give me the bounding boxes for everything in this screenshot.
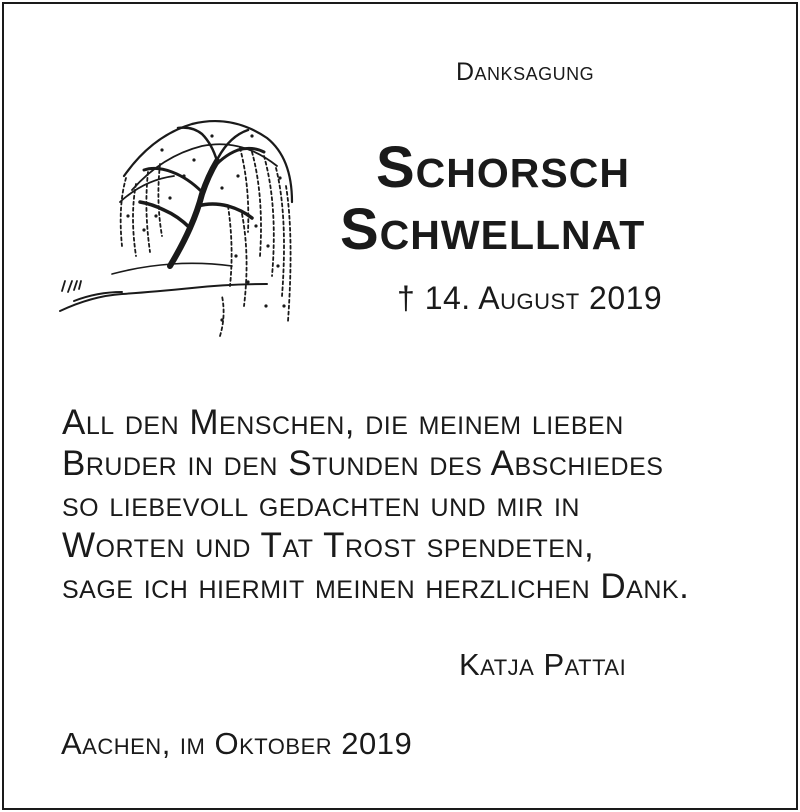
thank-you-message [62, 402, 689, 607]
message-line: sage ich hiermit meinen herzlichen Dank. [62, 567, 690, 606]
message-line: Bruder in den Stunden des Abschiedes [62, 444, 664, 483]
message-line: so liebevoll gedachten und mir in [62, 485, 580, 524]
notice-heading: Danksagung [456, 58, 595, 86]
deceased-first-name: Schorsch [376, 135, 630, 200]
death-date: † 14. August 2019 [397, 280, 663, 316]
place-and-date: Aachen, im Oktober 2019 [61, 726, 413, 761]
weeping-willow-icon [52, 106, 302, 346]
signature: Katja Pattai [459, 647, 627, 682]
message-line: All den Menschen, die meinem lieben [62, 403, 624, 442]
deceased-last-name: Schwellnat [340, 197, 646, 262]
message-line: Worten und Tat Trost spendeten, [62, 526, 595, 565]
obituary-frame [2, 2, 798, 810]
